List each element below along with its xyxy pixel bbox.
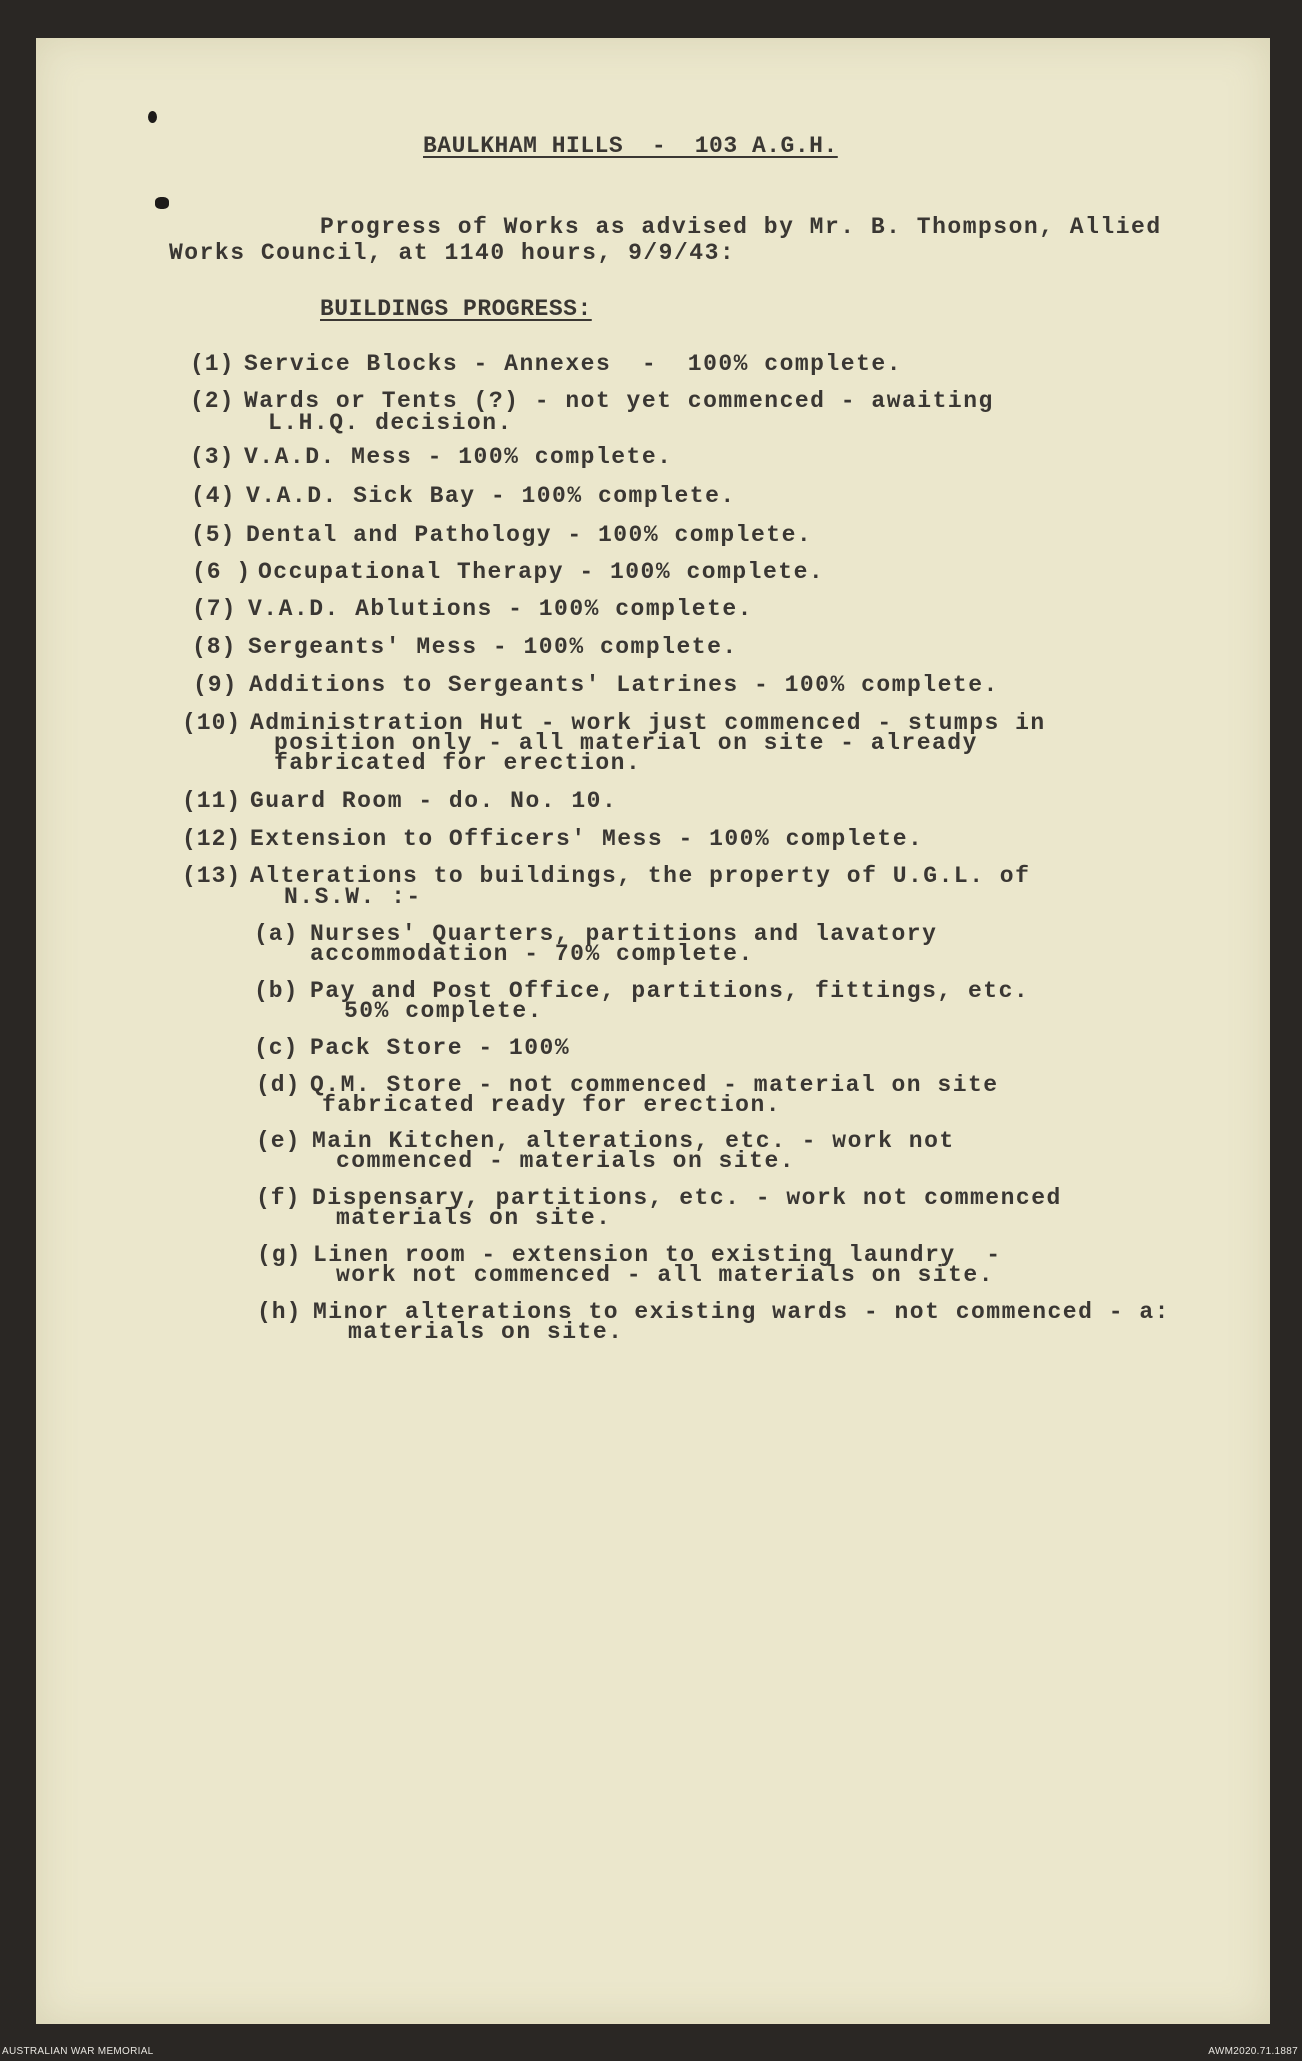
item-text: Alterations to buildings, the property of U.G.L. of	[250, 863, 1031, 889]
subitem-text: Minor alterations to existing wards - not commenced - a:	[313, 1299, 1170, 1325]
item-number: (12)	[182, 826, 242, 852]
item-text-continued: position only - all material on site - already	[274, 730, 978, 756]
subitem-text: Linen room - extension to existing laundry -	[313, 1242, 1002, 1268]
document-page	[36, 38, 1270, 2024]
subitem-letter: (c)	[254, 1035, 299, 1061]
subitem-text-continued: 50% complete.	[344, 998, 543, 1024]
intro-line-1: Progress of Works as advised by Mr. B. Thompson, Allied	[320, 214, 1162, 240]
item-text: Extension to Officers' Mess - 100% complete.	[250, 826, 924, 852]
subitem-text: Nurses' Quarters, partitions and lavatory	[310, 921, 938, 947]
subitem-text-continued: materials on site.	[348, 1319, 624, 1345]
item-number: (5)	[191, 522, 236, 548]
subitem-text: Q.M. Store - not commenced - material on site	[310, 1072, 999, 1098]
item-number: (1)	[190, 351, 235, 377]
subitem-letter: (a)	[254, 921, 299, 947]
item-text: Dental and Pathology - 100% complete.	[246, 522, 813, 548]
subitem-letter: (h)	[257, 1299, 302, 1325]
item-number: (4)	[191, 483, 236, 509]
item-text: Occupational Therapy - 100% complete.	[258, 559, 825, 585]
item-text: V.A.D. Mess - 100% complete.	[244, 444, 673, 470]
subitem-letter: (g)	[257, 1242, 302, 1268]
item-number: (13)	[182, 863, 242, 889]
item-text-continued: fabricated for erection.	[274, 750, 642, 776]
item-number: (3)	[190, 444, 235, 470]
document-title: BAULKHAM HILLS - 103 A.G.H.	[423, 133, 838, 159]
item-text: V.A.D. Sick Bay - 100% complete.	[246, 483, 736, 509]
item-text-continued: L.H.Q. decision.	[268, 410, 513, 436]
item-text: Guard Room - do. No. 10.	[250, 788, 618, 814]
subitem-text: Pay and Post Office, partitions, fittings, etc.	[310, 978, 1030, 1004]
item-text: Administration Hut - work just commenced - stumps in	[250, 710, 1046, 736]
subitem-letter: (b)	[254, 978, 299, 1004]
ink-blot-mark	[155, 197, 169, 209]
intro-line-2: Works Council, at 1140 hours, 9/9/43:	[169, 240, 736, 266]
item-text: Service Blocks - Annexes - 100% complete.	[244, 351, 902, 377]
subitem-text-continued: commenced - materials on site.	[336, 1148, 796, 1174]
item-text: Additions to Sergeants' Latrines - 100% complete.	[249, 672, 999, 698]
subitem-text: Dispensary, partitions, etc. - work not commenced	[312, 1185, 1062, 1211]
item-text-continued: N.S.W. :-	[284, 884, 422, 910]
item-text: V.A.D. Ablutions - 100% complete.	[248, 596, 753, 622]
subitem-letter: (f)	[256, 1185, 301, 1211]
ink-blot-mark	[148, 111, 157, 123]
subitem-text-continued: materials on site.	[336, 1205, 612, 1231]
subitem-text-continued: fabricated ready for erection.	[322, 1092, 782, 1118]
item-number: (8)	[192, 634, 237, 660]
item-number: (10)	[182, 710, 242, 736]
item-number: (9)	[193, 672, 238, 698]
item-number: (11)	[182, 788, 242, 814]
subitem-letter: (e)	[256, 1128, 301, 1154]
item-number: (2)	[190, 388, 235, 414]
subitem-letter: (d)	[256, 1072, 301, 1098]
subitem-text-continued: work not commenced - all materials on site.	[336, 1262, 994, 1288]
item-text: Wards or Tents (?) - not yet commenced - awaiting	[244, 388, 994, 414]
subitem-text: Main Kitchen, alterations, etc. - work not	[312, 1128, 955, 1154]
section-heading: BUILDINGS PROGRESS:	[320, 296, 592, 322]
footer-archive-name: AUSTRALIAN WAR MEMORIAL	[2, 2046, 154, 2057]
item-number: (6 )	[192, 559, 252, 585]
subitem-text-continued: accommodation - 70% complete.	[310, 941, 754, 967]
item-number: (7)	[192, 596, 237, 622]
footer-accession-number: AWM2020.71.1887	[1208, 2046, 1298, 2057]
subitem-text: Pack Store - 100%	[310, 1035, 571, 1061]
item-text: Sergeants' Mess - 100% complete.	[248, 634, 738, 660]
